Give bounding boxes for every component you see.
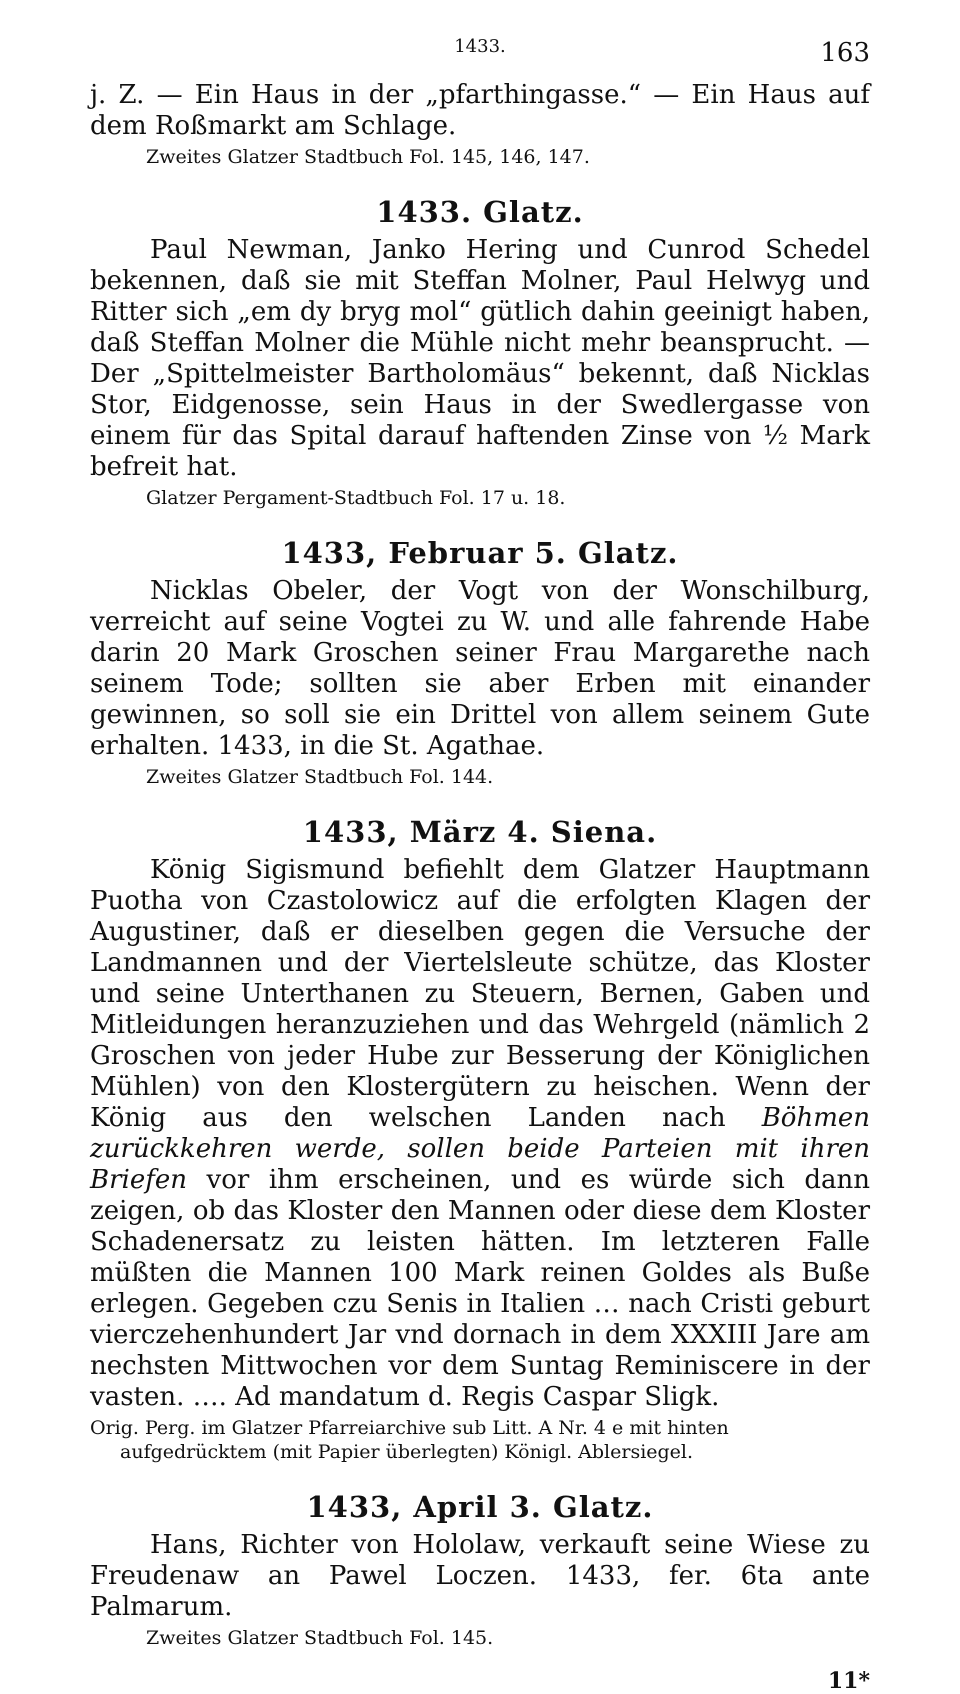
entry-heading: 1433, April 3. Glatz. [306,1490,654,1524]
entry-text: Nicklas Obeler, der Vogt von der Wonschilburg, verreicht auf seine Vogtei zu W. und alle fahrende Habe darin 20 Mark Groschen seiner Frau Margarethe nach seinem Tode; sollten sie aber Erben mit einander gewinnen, so soll sie ein Drittel von allem seinem Gute erhalten. 1433, in die St. Agathae. [90,576,870,761]
entry-heading: 1433, März 4. Siena. [302,815,658,849]
running-year: 1433. [454,36,506,57]
intro-source: Zweites Glatzer Stadtbuch Fol. 145, 146, 147. [146,146,590,168]
entry-source: Orig. Perg. im Glatzer Pfarreiarchive sub Litt. A Nr. 4 e mit hinten aufgedrücktem (mit Papier überlegten) Königl. Ablersiegel. [90,1417,729,1463]
entry-heading: 1433. Glatz. [376,195,584,229]
page-header [90,30,870,80]
entry-text-part: König Sigismund befiehlt dem Glatzer Hauptmann Puotha von Czastolowicz auf die erfolgten Klagen der Augustiner, daß er dieselben gegen die Versuche der Landmannen und der Viertelsleute schütze, das Kloster und seine Unterthanen zu Steuern, Bernen, Gaben und Mitleidungen heranzuziehen und das Wehrgeld (nämlich 2 Groschen von jeder Hube zur Besserung der Königlichen Mühlen) von den Klostergütern zu heischen. Wenn der König aus den welschen Landen nach [90,855,870,1133]
entry-text: Paul Newman, Janko Hering und Cunrod Schedel bekennen, daß sie mit Steffan Molner, Paul Helwyg und Ritter sich „em dy bryg mol“ gütlich dahin geeinigt haben, daß Steffan Molner die Mühle nicht mehr beansprucht. — Der „Spittelmeister Bartholomäus“ bekennt, daß Nicklas Stor, Eidgenosse, sein Haus in der Swedlergasse von einem für das Spital darauf haftenden Zinse von ½ Mark befreit hat. [90,235,870,482]
entry-text-part: vor ihm erscheinen, und es würde sich dann zeigen, ob das Kloster den Mannen oder diese dem Kloster Schadenersatz zu leisten hätten. Im letzteren Falle müßten die Mannen 100 Mark reinen Goldes als Buße erlegen. Gegeben czu Senis in Italien … nach Cristi geburt vierczehenhundert Jar vnd dornach in dem XXXIII Jare am nechsten Mittwochen vor dem Suntag Reminiscere in der vasten. …. Ad mandatum d. Regis Caspar Sligk. [90,1165,870,1412]
entry-source: Glatzer Pergament-Stadtbuch Fol. 17 u. 18. [146,487,566,509]
entry-heading: 1433, Februar 5. Glatz. [281,536,679,570]
entry-text-italic: Böhmen zurückkehren werde, sollen beide Parteien mit ihren Briefen [90,1103,870,1195]
book-page [90,30,870,1694]
entry-source: Zweites Glatzer Stadtbuch Fol. 145. [146,1627,494,1649]
entry-text: Hans, Richter von Hololaw, verkauft seine Wiese zu Freudenaw an Pawel Loczen. 1433, fer. 6ta ante Palmarum. [90,1530,870,1622]
entry-text [90,855,870,1413]
entry-source: Zweites Glatzer Stadtbuch Fol. 144. [146,766,494,788]
signature-mark: 11* [827,1668,870,1694]
page-number: 163 [820,38,870,68]
intro-text: j. Z. — Ein Haus in der „pfarthingasse.“ — Ein Haus auf dem Roßmarkt am Schlage. [90,80,870,141]
